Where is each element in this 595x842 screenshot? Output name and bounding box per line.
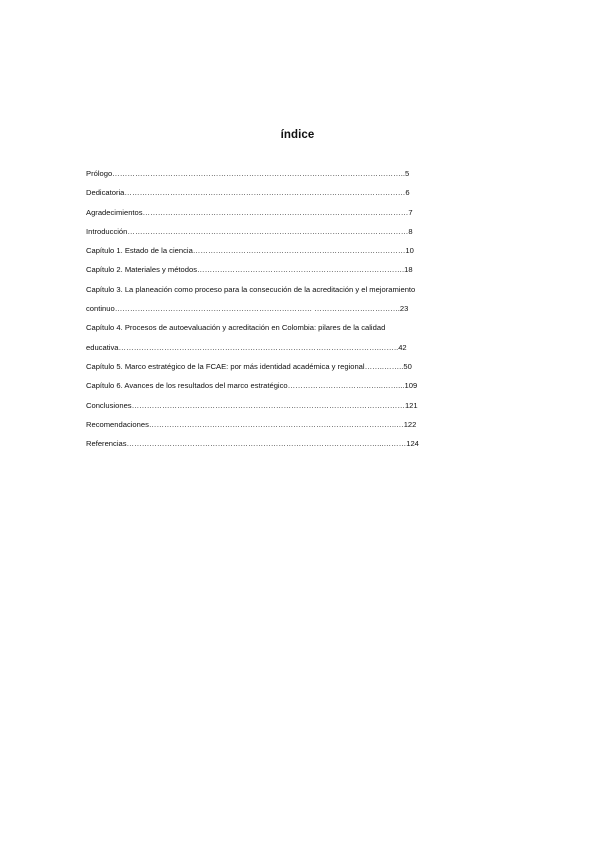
page-title: índice (280, 129, 315, 141)
toc-entry-dedicatoria: Dedicatoria…………………………………………………………………………………………………6 (86, 188, 410, 198)
toc-entry-capitulo-2: Capítulo 2. Materiales y métodos……………………………………………………………………….18 (86, 265, 413, 275)
toc-entry-recomendaciones: Recomendaciones……………………………………………………………………………………..…122 (86, 419, 417, 429)
table-of-contents (86, 164, 486, 453)
toc-entry-introduccion: Introducción…………………………………………………………………………………………………8 (86, 226, 413, 236)
toc-entry-capitulo-1: Capítulo 1. Estado de la ciencia…………………………………………………………………………10 (86, 246, 414, 256)
toc-entry-prologo: Prólogo……………………………………………………………………………………………………..5 (86, 169, 410, 178)
toc-entry-agradecimientos: Agradecimientos……………………………………………………………………………………………7 (86, 207, 413, 217)
toc-entry-capitulo-4-line-1: Capítulo 4. Procesos de autoevaluación y acreditación en Colombia: pilares de la calidad (86, 323, 386, 333)
toc-entry-capitulo-4-line-2: educativa………………………………………………………………………………………….……..42 (86, 342, 407, 352)
toc-entry-capitulo-5: Capítulo 5. Marco estratégico de la FCAE: por más identidad académica y regional……..……..50 (86, 361, 412, 371)
toc-entry-capitulo-3-line-2: continuo…………………………………………………………………… …………………………….23 (86, 304, 409, 314)
toc-entry-capitulo-6: Capítulo 6. Avances de los resultados del marco estratégico………………………………..……...109 (86, 381, 418, 391)
toc-entry-capitulo-3-line-1: Capítulo 3. La planeación como proceso para la consecución de la acreditación y el mejoramiento (86, 284, 416, 294)
toc-entry-referencias: Referencias………………………………………………………………………………………...………124 (86, 439, 419, 449)
toc-entry-conclusiones: Conclusiones………………………………………………………………………………………………121 (86, 400, 418, 410)
